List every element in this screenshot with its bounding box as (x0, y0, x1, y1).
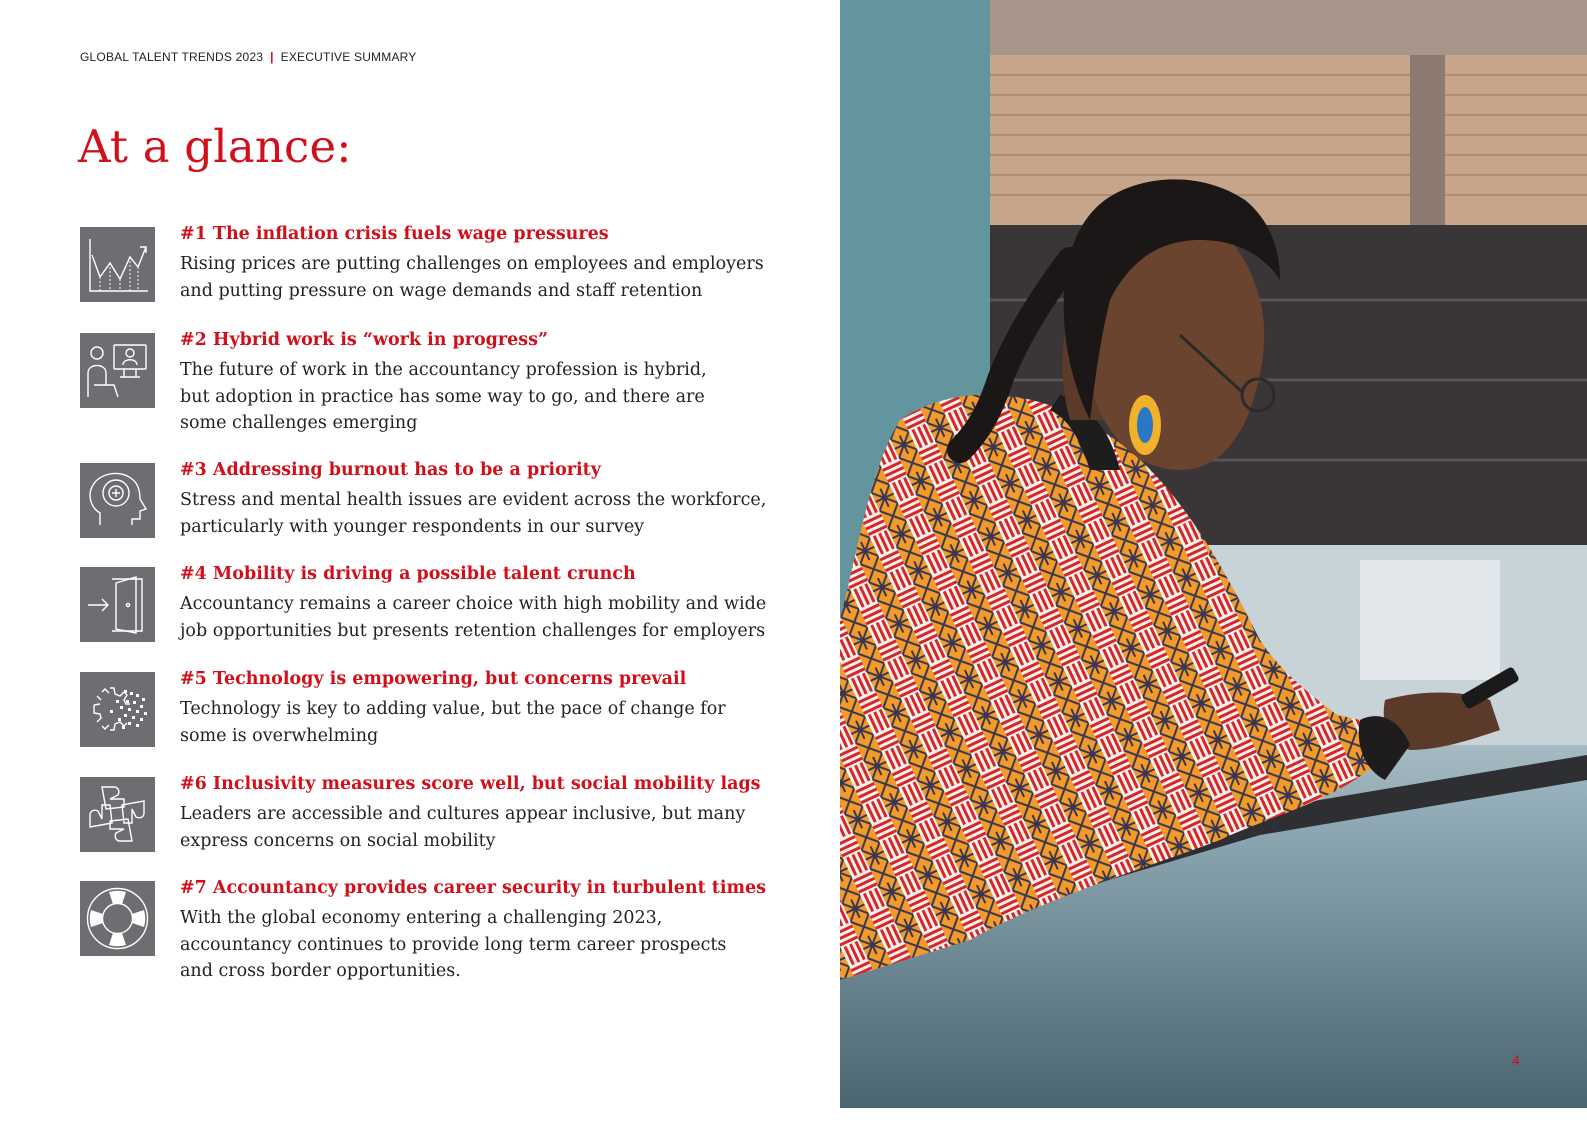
mental-health-icon (80, 463, 155, 538)
running-header (80, 50, 417, 64)
item-body-line: Technology is key to adding value, but the pace of change for (180, 699, 726, 719)
header-report-name: GLOBAL TALENT TRENDS 2023 (80, 50, 264, 64)
header-separator: | (270, 50, 274, 64)
item-heading: #7 Accountancy provides career security in turbulent times (180, 878, 767, 898)
item-body-line: and cross border opportunities. (180, 961, 461, 981)
page-title: At a glance: (78, 120, 352, 173)
item-body (180, 591, 800, 644)
item-body (180, 357, 800, 437)
item-body-line: job opportunities but presents retention challenges for employers (180, 620, 766, 641)
item-heading: #4 Mobility is driving a possible talent crunch (180, 564, 636, 584)
door-exit-icon (80, 567, 155, 642)
item-body (180, 801, 800, 854)
woman-with-phone-illustration (840, 0, 1587, 1108)
digital-gear-icon (80, 672, 155, 747)
item-body-line: Accountancy remains a career choice with high mobility and wide (180, 594, 767, 614)
item-body-line: and putting pressure on wage demands and staff retention (180, 280, 703, 301)
rising-chart-icon (80, 227, 155, 302)
item-body (180, 696, 800, 749)
header-section-name: EXECUTIVE SUMMARY (280, 50, 417, 64)
item-heading: #6 Inclusivity measures score well, but social mobility lags (180, 774, 761, 794)
item-body (180, 487, 800, 540)
item-body-line: Stress and mental health issues are evident across the workforce, (180, 490, 767, 510)
item-body-line: particularly with younger respondents in our survey (180, 516, 645, 537)
item-body-line: some challenges emerging (180, 413, 418, 433)
hero-photo (840, 0, 1587, 1108)
item-heading: #3 Addressing burnout has to be a priority (180, 460, 601, 480)
item-heading: #5 Technology is empowering, but concerns prevail (180, 669, 687, 689)
item-body-line: The future of work in the accountancy profession is hybrid, (180, 360, 707, 380)
item-body (180, 251, 800, 304)
item-body-line: Leaders are accessible and cultures appear inclusive, but many (180, 804, 746, 824)
hybrid-work-icon (80, 333, 155, 408)
item-body-line: Rising prices are putting challenges on employees and employers (180, 254, 764, 274)
page-number: 4 (1512, 1052, 1520, 1068)
item-body-line: some is overwhelming (180, 725, 379, 746)
life-ring-icon (80, 881, 155, 956)
item-body (180, 905, 800, 985)
joined-hands-icon (80, 777, 155, 852)
item-heading: #1 The inflation crisis fuels wage pressures (180, 224, 609, 244)
item-body-line: With the global economy entering a challenging 2023, (180, 908, 663, 928)
item-body-line: but adoption in practice has some way to go, and there are (180, 386, 705, 407)
item-heading: #2 Hybrid work is “work in progress” (180, 330, 549, 350)
item-body-line: express concerns on social mobility (180, 830, 496, 851)
item-body-line: accountancy continues to provide long term career prospects (180, 934, 727, 955)
